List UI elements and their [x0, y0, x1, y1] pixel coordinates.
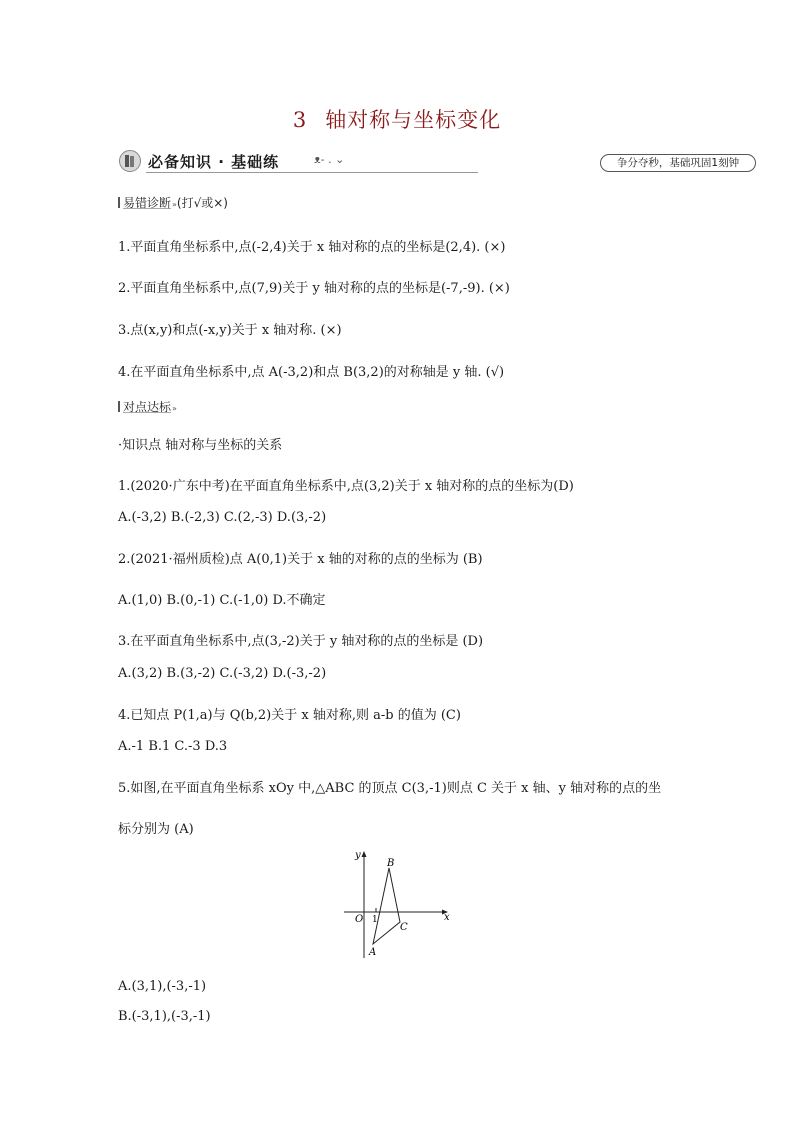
- coordinate-figure: [340, 848, 452, 960]
- section-tag-error-diagnosis: [118, 194, 228, 211]
- point-c-label: C: [400, 922, 408, 933]
- title-number: 3: [292, 108, 308, 132]
- section-tag-targeted-practice: [118, 398, 177, 415]
- question-options: A.(1,0) B.(0,-1) C.(-1,0) D.不确定: [118, 593, 326, 608]
- knowledge-point: ·知识点 轴对称与坐标的关系: [118, 438, 283, 453]
- point-a-label: A: [369, 947, 377, 958]
- banner-underline: [146, 172, 478, 173]
- section-tag-label: 易错诊断: [123, 196, 172, 210]
- question-stem-continued: 标分别为 (A): [118, 822, 194, 837]
- tick-label: 1: [372, 915, 378, 925]
- judgment-item: 2.平面直角坐标系中,点(7,9)关于 y 轴对称的点的坐标是(-7,-9). (×): [118, 281, 510, 296]
- point-b-label: B: [387, 858, 395, 869]
- question-options: A.(3,2) B.(3,-2) C.(-3,2) D.(-3,-2): [118, 666, 327, 681]
- tagline-badge: 争分夺秒，基础巩固1刻钟: [600, 154, 756, 172]
- question-stem: 2.(2021·福州质检)点 A(0,1)关于 x 轴的对称的点的坐标为 (B): [118, 552, 483, 567]
- question-stem: 4.已知点 P(1,a)与 Q(b,2)关于 x 轴对称,则 a-b 的值为 (C): [118, 708, 461, 723]
- option-line: A.(3,1),(-3,-1): [118, 979, 207, 994]
- judgment-item: 1.平面直角坐标系中,点(-2,4)关于 x 轴对称的点的坐标是(2,4). (×): [118, 240, 506, 255]
- tag-bar-icon: [118, 197, 120, 208]
- triangle-abc: [373, 868, 400, 944]
- question-options: A.(-3,2) B.(-2,3) C.(2,-3) D.(3,-2): [118, 510, 327, 525]
- double-arrow-icon: »: [172, 404, 177, 413]
- origin-label: O: [355, 914, 364, 925]
- tag-bar-icon: [118, 401, 120, 412]
- book-icon: [118, 150, 142, 172]
- question-options: A.-1 B.1 C.-3 D.3: [118, 739, 228, 754]
- question-stem: 5.如图,在平面直角坐标系 xOy 中,△ABC 的顶点 C(3,-1)则点 C 关于 x 轴、y 轴对称的点的坐: [118, 781, 662, 796]
- section-note: (打√或×): [176, 196, 228, 210]
- judgment-item: 3.点(x,y)和点(-x,y)关于 x 轴对称. (×): [118, 323, 342, 338]
- x-axis-label: x: [444, 912, 450, 923]
- banner-decoration: ᴥ- . ⌄: [314, 153, 345, 166]
- option-line: B.(-3,1),(-3,-1): [118, 1009, 211, 1024]
- question-stem: 1.(2020·广东中考)在平面直角坐标系中,点(3,2)关于 x 轴对称的点的坐标为(D): [118, 479, 574, 494]
- question-stem: 3.在平面直角坐标系中,点(3,-2)关于 y 轴对称的点的坐标是 (D): [118, 634, 484, 649]
- double-arrow-icon: »: [172, 200, 177, 209]
- y-axis-arrow-icon: [362, 851, 367, 857]
- y-axis-label: y: [355, 850, 361, 861]
- judgment-item: 4.在平面直角坐标系中,点 A(-3,2)和点 B(3,2)的对称轴是 y 轴. (√): [118, 365, 505, 380]
- page-title: [0, 104, 794, 134]
- title-text: 轴对称与坐标变化: [325, 108, 502, 132]
- banner-label: 必备知识 · 基础练: [148, 153, 280, 171]
- section-tag-label: 对点达标: [123, 400, 172, 414]
- section-banner: [118, 150, 358, 174]
